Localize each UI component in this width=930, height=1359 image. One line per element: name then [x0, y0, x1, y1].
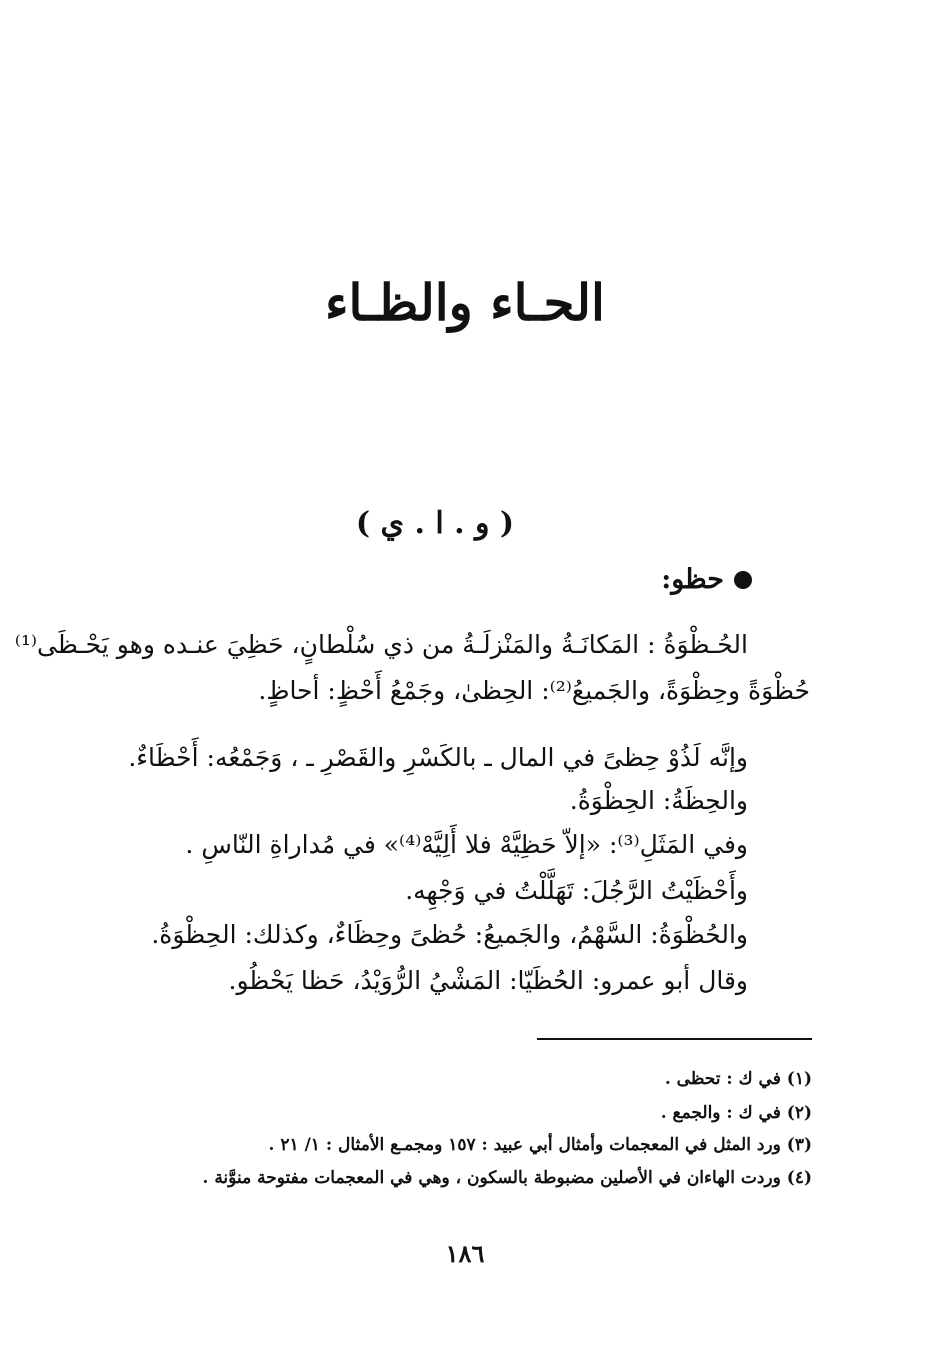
footnote: (٣) ورد المثل في المعجمات وأمثال أبي عبيد : ١٥٧ ومجمـع الأمثال : ١/ ٢١ .	[268, 1135, 812, 1155]
footnote-divider	[537, 1038, 812, 1040]
entry-line: حُظْوَةً وحِظْوَةً، والجَميعُ⁽²⁾: الحِظىٰ، وجَمْعُ أَحْظٍ: أحاظٍ.	[258, 676, 810, 705]
root-heading: ( و . ا . ي )	[355, 506, 515, 541]
page-number: ١٨٦	[445, 1239, 485, 1268]
entry-line: وقال أبو عمرو: الحُظَيّا: المَشْيُ الرُّوَيْدُ، حَظا يَحْظُو.	[228, 966, 748, 995]
entry-line: وإنَّه لَذُوْ حِظىً في المال ـ بالكَسْرِ والقَصْرِ ـ ، وَجَمْعُه: أَحْظَاءٌ.	[128, 743, 748, 772]
entry-line: والحُظْوَةُ: السَّهْمُ، والجَميعُ: حُظىً وحِظَاءٌ، وكذلك: الحِظْوَةُ.	[151, 920, 748, 949]
chapter-title: الحـاء والظـاء	[325, 273, 605, 332]
bullet-icon	[734, 571, 752, 589]
footnote: (٢) في ك : والجمع .	[660, 1103, 812, 1123]
footnote: (١) في ك : تحظى .	[664, 1069, 812, 1089]
entry-line: والحِظَةُ: الحِظْوَةُ.	[569, 786, 748, 815]
footnote: (٤) وردت الهاءان في الأصلين مضبوطة بالسكون ، وهي في المعجمات مفتوحة منوَّنة .	[202, 1168, 812, 1188]
entry-line: وأَحْظَيْتُ الرَّجُلَ: تَهَلَّلْتُ في وَجْهِه.	[405, 876, 748, 905]
entry-line: وفي المَثَلِ⁽³⁾: «إلاّ حَظِيَّهْ فلا أَلِيَّهْ⁽⁴⁾» في مُداراةِ النّاسِ .	[185, 830, 748, 859]
entry-heading-label: حظو:	[661, 564, 724, 595]
entry-heading	[661, 560, 752, 600]
entry-line: الحُـظْوَةُ : المَكانَـةُ والمَنْزلَـةُ من ذي سُلْطانٍ، حَظِيَ عنـده وهو يَحْـظَى⁽¹⁾	[14, 630, 748, 659]
